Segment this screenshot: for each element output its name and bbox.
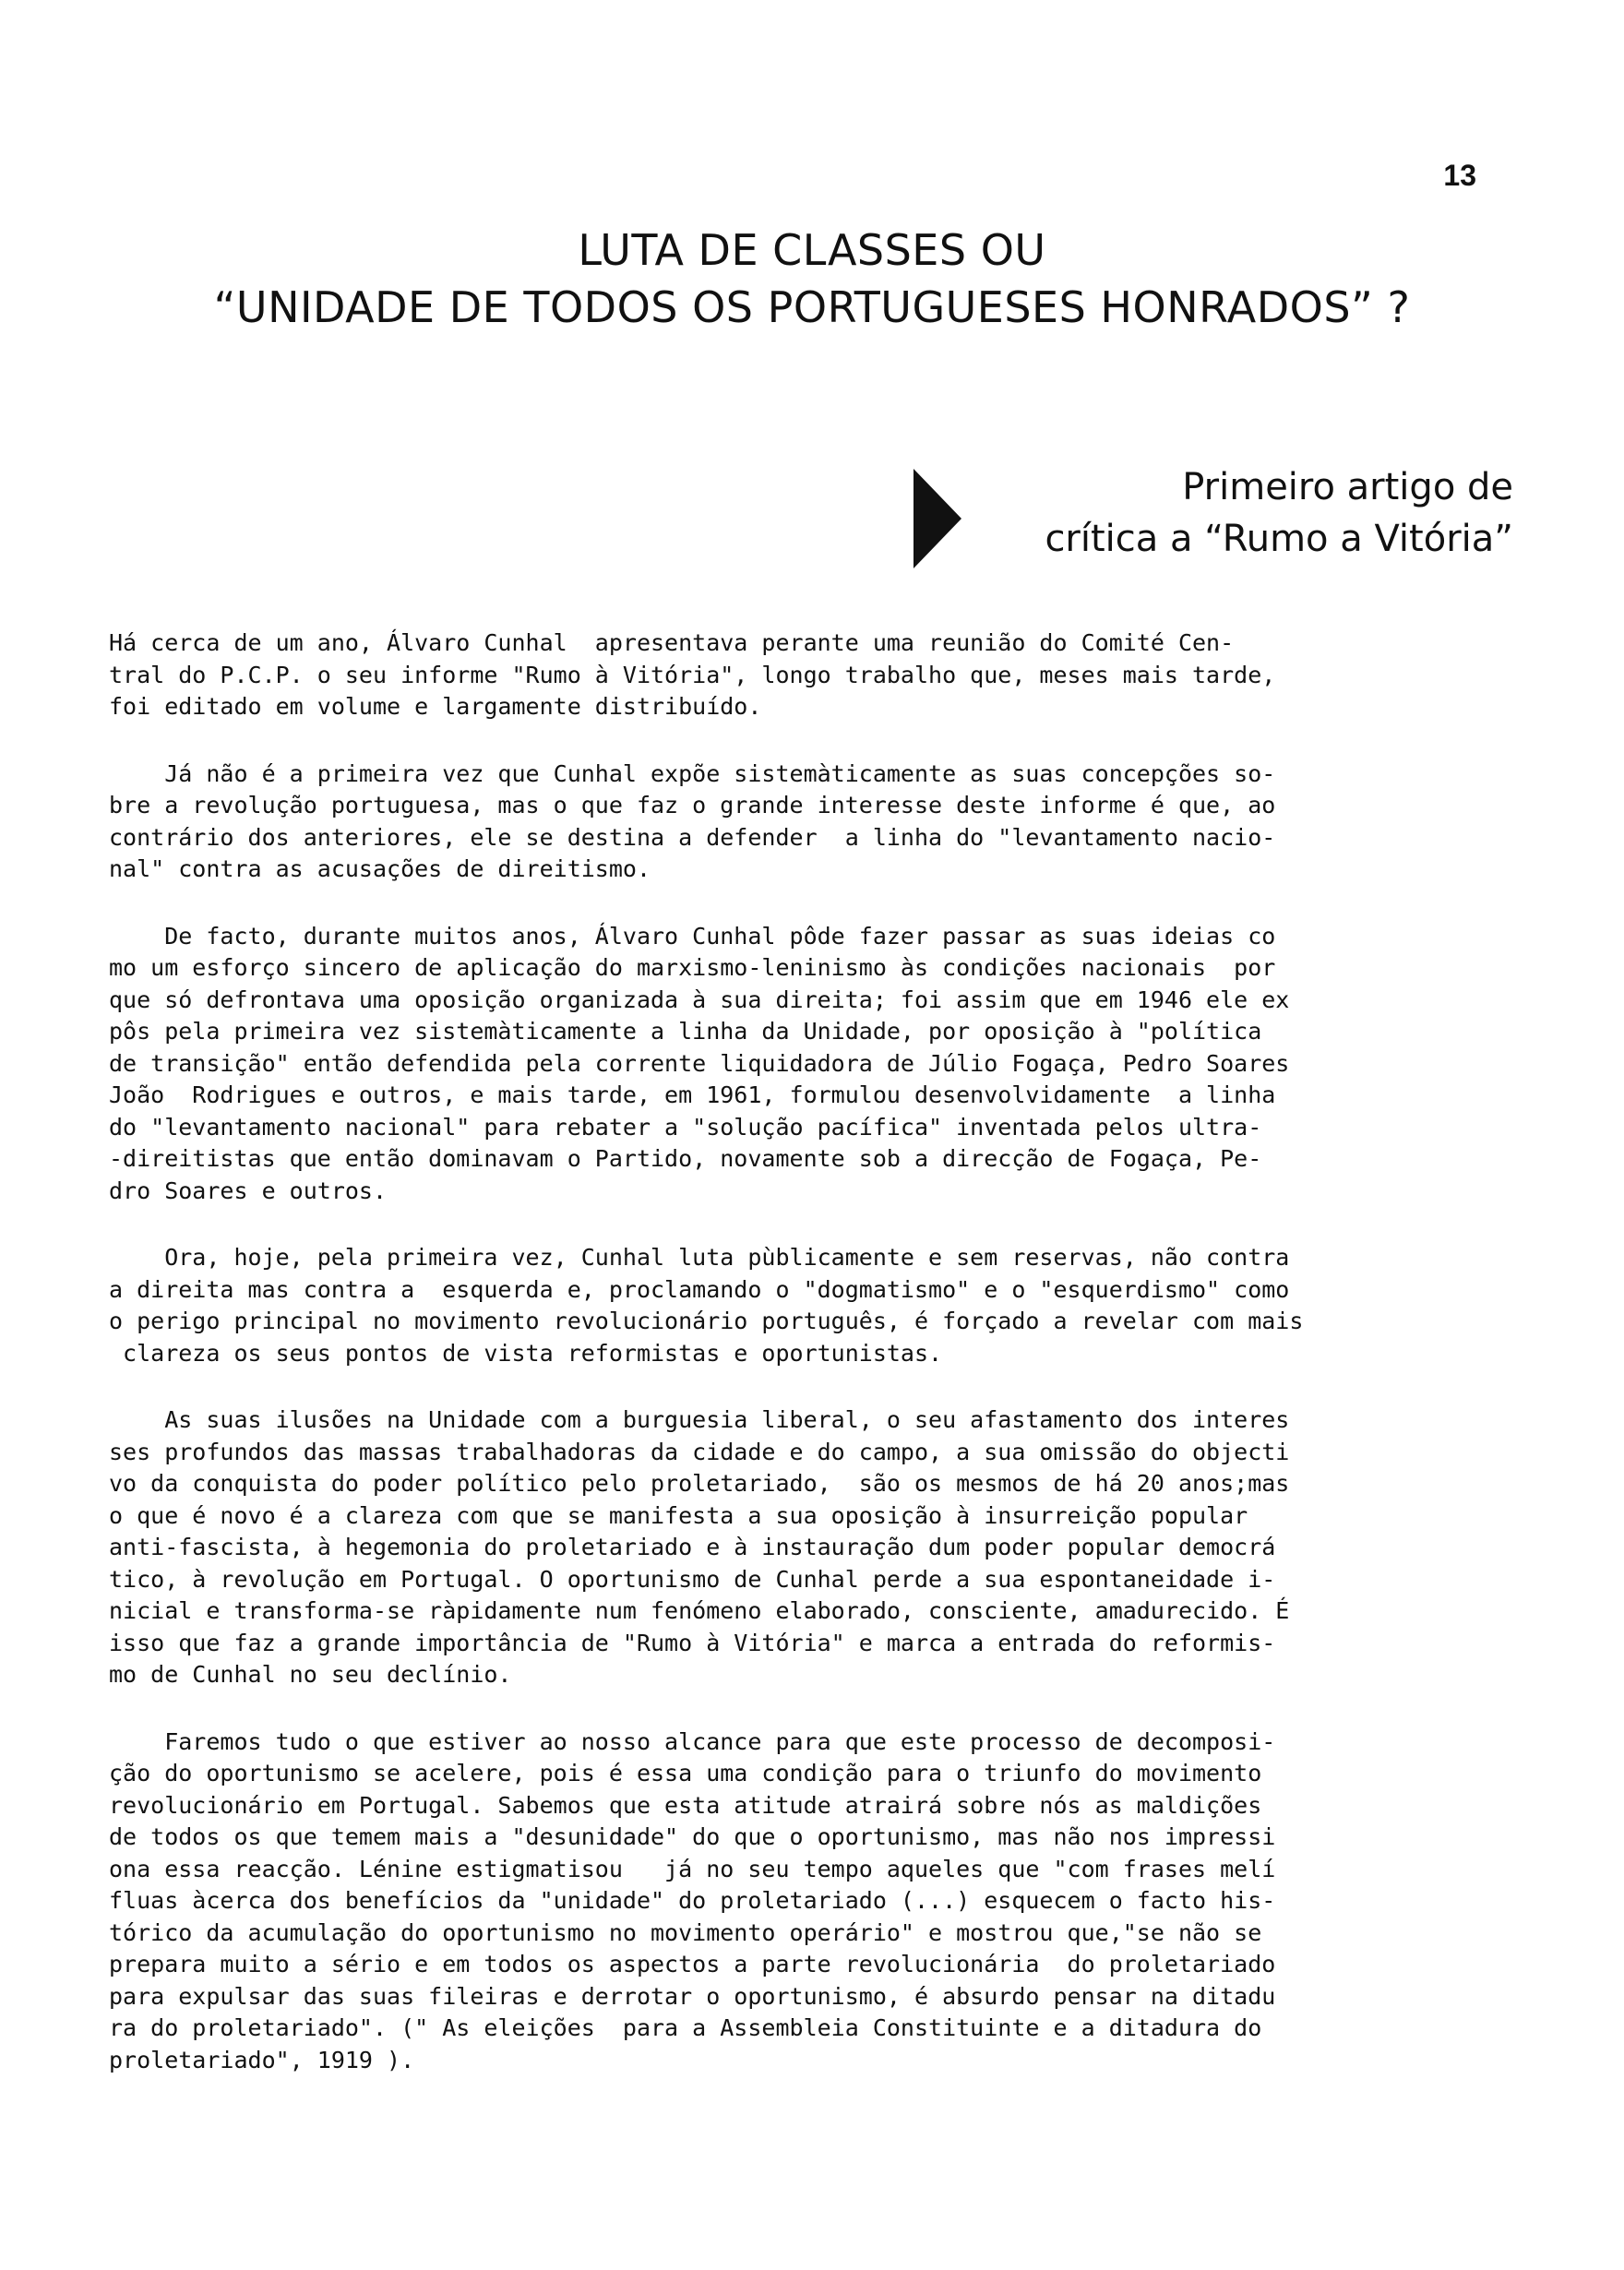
text-line: anti-fascista, à hegemonia do proletariado e à instauração dum poder popular democrá <box>109 1534 1276 1560</box>
play-arrow-icon <box>914 469 961 568</box>
text-line: nal" contra as acusações de direitismo. <box>109 855 651 882</box>
paragraph-3 <box>109 921 1456 1208</box>
text-line: ra do proletariado". (" As eleições para a Assembleia Constituinte e a ditadura do <box>109 2014 1262 2041</box>
article-subtitle-block <box>914 461 1522 581</box>
text-line: fluas àcerca dos benefícios da "unidade" do proletariado (...) esquecem o facto his- <box>109 1887 1276 1914</box>
text-line: tico, à revolução em Portugal. O oportunismo de Cunhal perde a sua espontaneidade i- <box>109 1565 1276 1593</box>
text-line: pôs pela primeira vez sistemàticamente a linha da Unidade, por oposição à "política <box>109 1018 1262 1045</box>
text-line: dro Soares e outros. <box>109 1177 388 1204</box>
text-line: De facto, durante muitos anos, Álvaro Cunhal pôde fazer passar as suas ideias co <box>109 922 1276 950</box>
text-line: para expulsar das suas fileiras e derrotar o oportunismo, é absurdo pensar na ditadu <box>109 1982 1276 2010</box>
text-line: prepara muito a sério e em todos os aspectos a parte revolucionária do proletariado <box>109 1951 1276 1977</box>
page-number: 13 <box>1443 159 1476 192</box>
text-line: Ora, hoje, pela primeira vez, Cunhal luta pùblicamente e sem reservas, não contra <box>109 1244 1290 1271</box>
text-line: ona essa reacção. Lénine estigmatisou já no seu tempo aqueles que "com frases melí <box>109 1855 1276 1882</box>
text-line: o perigo principal no movimento revolucionário português, é forçado a revelar com mais <box>109 1308 1304 1334</box>
text-line: mo de Cunhal no seu declínio. <box>109 1661 512 1688</box>
text-line: revolucionário em Portugal. Sabemos que esta atitude atrairá sobre nós as maldições <box>109 1791 1262 1819</box>
text-line: tórico da acumulação do oportunismo no movimento operário" e mostrou que,"se não se <box>109 1918 1262 1946</box>
article-subtitle <box>997 461 1513 565</box>
text-line: ção do oportunismo se acelere, pois é essa uma condição para o triunfo do movimento <box>109 1760 1262 1786</box>
text-line: proletariado", 1919 ). <box>109 2046 415 2073</box>
text-line: clareza os seus pontos de vista reformistas e oportunistas. <box>109 1339 943 1367</box>
paragraph-6 <box>109 1726 1456 2077</box>
text-line: As suas ilusões na Unidade com a burguesia liberal, o seu afastamento dos interes <box>109 1406 1290 1433</box>
text-line: bre a revolução portuguesa, mas o que faz o grande interesse deste informe é que, ao <box>109 792 1276 818</box>
paragraph-4 <box>109 1242 1456 1369</box>
text-line: foi editado em volume e largamente distribuído. <box>109 693 762 720</box>
article-subtitle-line-1: Primeiro artigo de <box>1182 466 1513 508</box>
text-line: Já não é a primeira vez que Cunhal expõe sistemàticamente as suas concepções so- <box>109 759 1276 787</box>
paragraph-2 <box>109 759 1456 886</box>
text-line: o que é novo é a clareza com que se manifesta a sua oposição à insurreição popular <box>109 1501 1248 1529</box>
text-line: que só defrontava uma oposição organizada à sua direita; foi assim que em 1946 ele ex <box>109 986 1290 1013</box>
text-line: vo da conquista do poder político pelo proletariado, são os mesmos de há 20 anos;mas <box>109 1470 1290 1497</box>
article-title-line-1: LUTA DE CLASSES OU <box>578 225 1046 275</box>
text-line: João Rodrigues e outros, e mais tarde, em 1961, formulou desenvolvidamente a linha <box>109 1081 1276 1108</box>
text-line: mo um esforço sincero de aplicação do marxismo-leninismo às condições nacionais por <box>109 954 1276 981</box>
article-title <box>0 221 1624 336</box>
paragraph-5 <box>109 1404 1456 1691</box>
article-body <box>109 627 1456 2111</box>
text-line: Há cerca de um ano, Álvaro Cunhal apresentava perante uma reunião do Comité Cen- <box>109 629 1235 656</box>
text-line: a direita mas contra a esquerda e, proclamando o "dogmatismo" e o "esquerdismo" como <box>109 1275 1290 1303</box>
text-line: tral do P.C.P. o seu informe "Rumo à Vitória", longo trabalho que, meses mais tarde, <box>109 661 1276 688</box>
text-line: contrário dos anteriores, ele se destina a defender a linha do "levantamento nacio- <box>109 823 1276 851</box>
text-line: -direitistas que então dominavam o Partido, novamente sob a direcção de Fogaça, Pe- <box>109 1145 1262 1172</box>
article-subtitle-line-2: crítica a “Rumo a Vitória” <box>1045 518 1513 560</box>
text-line: de todos os que temem mais a "desunidade" do que o oportunismo, mas não nos impressi <box>109 1823 1276 1850</box>
text-line: nicial e transforma-se ràpidamente num fenómeno elaborado, consciente, amadurecido. É <box>109 1597 1290 1624</box>
article-title-line-2: “UNIDADE DE TODOS OS PORTUGUESES HONRADOS” ? <box>213 282 1411 332</box>
paragraph-1 <box>109 627 1456 723</box>
text-line: isso que faz a grande importância de "Rumo à Vitória" e marca a entrada do reformis- <box>109 1629 1276 1656</box>
text-line: do "levantamento nacional" para rebater a "solução pacífica" inventada pelos ultra- <box>109 1113 1262 1141</box>
text-line: ses profundos das massas trabalhadoras da cidade e do campo, a sua omissão do objecti <box>109 1438 1290 1465</box>
text-line: Faremos tudo o que estiver ao nosso alcance para que este processo de decomposi- <box>109 1727 1276 1755</box>
text-line: de transição" então defendida pela corrente liquidadora de Júlio Fogaça, Pedro Soares <box>109 1049 1290 1077</box>
